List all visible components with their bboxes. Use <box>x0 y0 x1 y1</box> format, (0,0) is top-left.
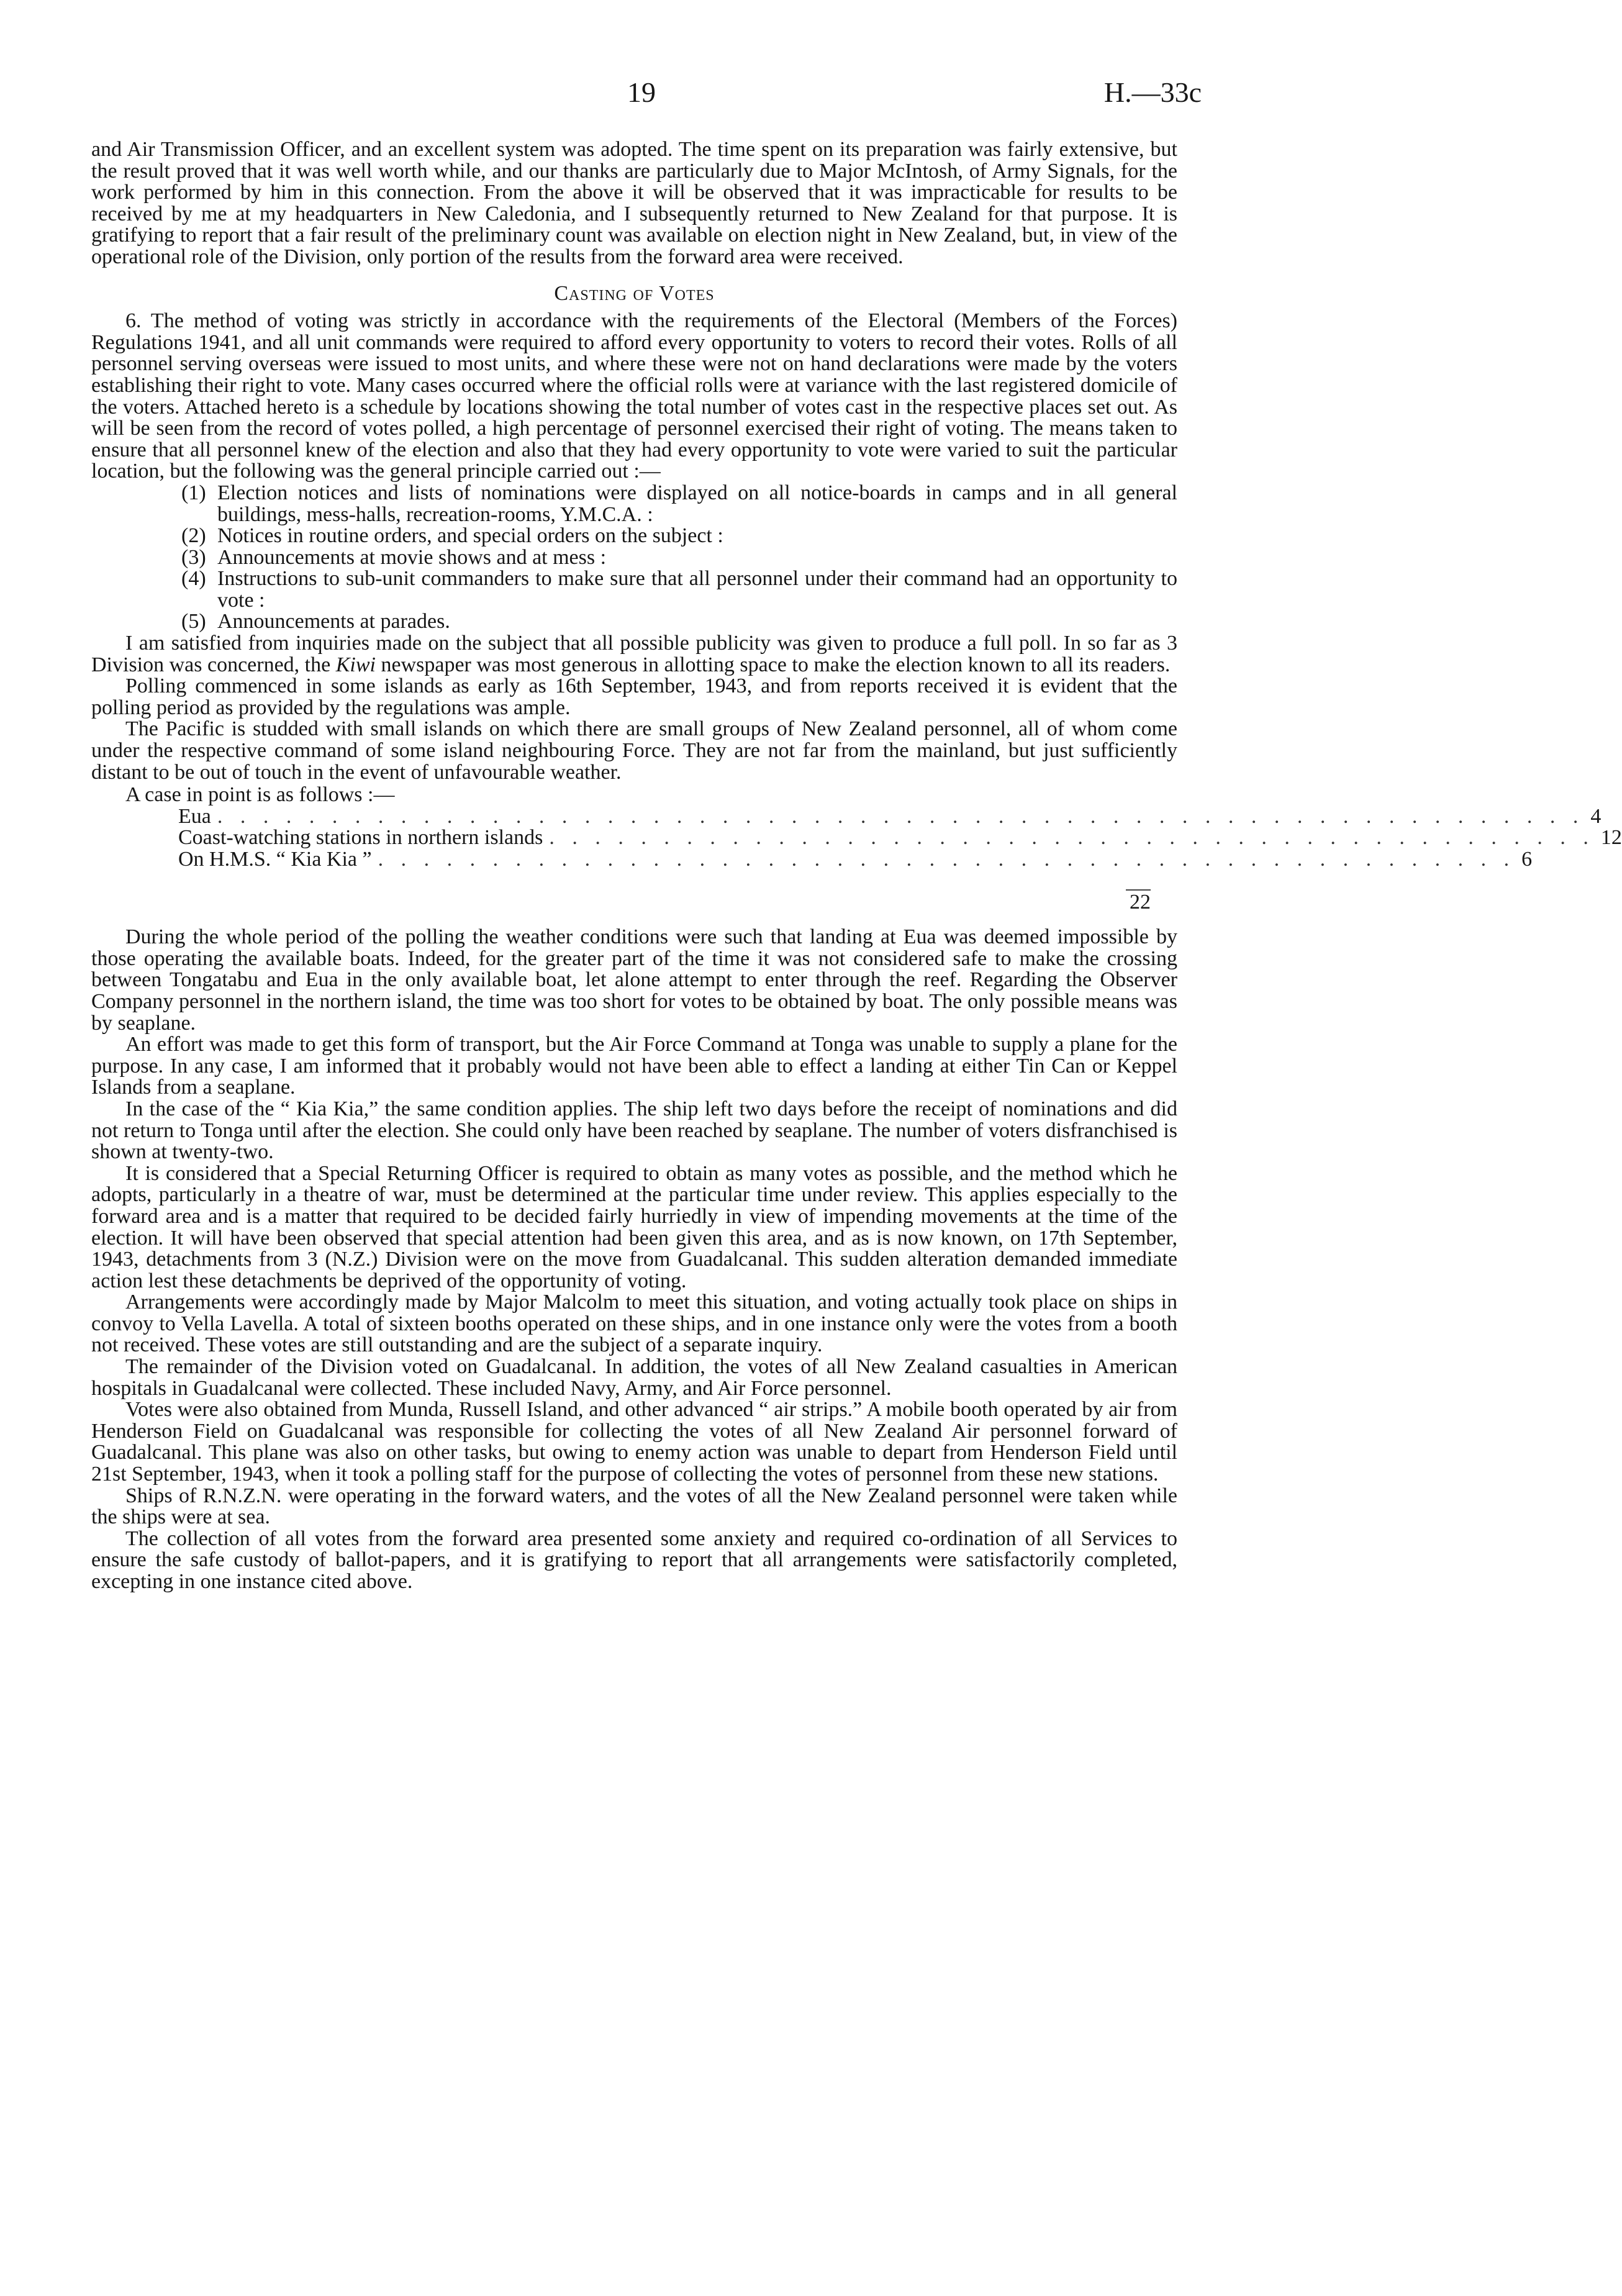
list-item-text: Announcements at movie shows and at mess : <box>217 545 607 569</box>
page-header <box>0 76 1261 119</box>
paragraph-continued: and Air Transmission Officer, and an excellent system was adopted. The time spent on its preparation was fairly extensive, but the result proved that it was well worth while, and our thanks are particularly due to Major McIntosh, of Army Signals, for the work performed by him in this connection. From the above it will be observed that it was impracticable for results to be received by me at my headquarters in New Caledonia, and I subsequently returned to New Zealand for that purpose. It is gratifying to report that a fair result of the preliminary count was available on election night in New Zealand, but, in view of the operational role of the Division, only portion of the results from the forward area were received. <box>91 138 1177 268</box>
list-item-number: (4) <box>181 567 206 591</box>
list-item-text: Announcements at parades. <box>217 610 450 633</box>
tally-label: Coast-watching stations in northern islands <box>178 826 543 850</box>
tally-label: On H.M.S. “ Kia Kia ” <box>178 848 372 871</box>
kiwi-text-before: I am satisfied from inquiries made on the subject that all possible publicity was given to produce a full poll. In so far as 3 Division was concerned, the <box>91 632 1177 676</box>
tally-total: 22 <box>1130 890 1151 914</box>
page-number: 19 <box>627 76 656 108</box>
list-item <box>181 547 1177 569</box>
list-item-number: (2) <box>181 524 206 548</box>
tally-total-row <box>178 892 1151 914</box>
list-item-text: Notices in routine orders, and special orders on the subject : <box>217 524 723 548</box>
section-heading: Casting of Votes <box>554 281 715 305</box>
list-item-text: Instructions to sub-unit commanders to make sure that all personnel under their command had an opportunity to vote : <box>217 567 1177 612</box>
tally-value: 4 <box>1590 804 1602 828</box>
tally-label: Eua <box>178 804 211 828</box>
paragraph: An effort was made to get this form of transport, but the Air Force Command at Tonga was unable to supply a plane for the purpose. In any case, I am informed that it probably would not have been able to effect a landing at either Tin Can or Keppel Islands from a seaplane. <box>91 1033 1177 1099</box>
list-item <box>181 611 1177 633</box>
tally-row <box>178 826 1622 850</box>
paragraph: During the whole period of the polling the weather conditions were such that landing at Eua was deemed impossible by those operating the available boats. Indeed, for the greater part of the time it was not considered safe to make the crossing between Tongatabu and Eua in the only available boat, let alone attempt to enter through the reef. Regarding the Observer Company personnel in the northern island, the time was too short for votes to be obtained by boat. The only possible means was by seaplane. <box>91 925 1177 1035</box>
list-item-number: (1) <box>181 481 206 504</box>
leader-dots: . . . . . . . . . . . . . . . . . . . . . . . . . . . . . . . . . . . . . . . . . . . . . . . . . . . . . . . . . . . . <box>217 804 1585 828</box>
paragraph-kiwi <box>91 633 1177 676</box>
list-item-text: Election notices and lists of nominations were displayed on all notice-boards in camps and in all general buildings, mess-halls, recreation-rooms, Y.M.C.A. : <box>217 481 1177 526</box>
list-item <box>181 568 1177 611</box>
tally-value: 12 <box>1600 826 1622 850</box>
body-text <box>91 138 1622 1593</box>
list-item-number: (5) <box>181 610 206 633</box>
leader-dots: . . . . . . . . . . . . . . . . . . . . . . . . . . . . . . . . . . . . . . . . . . . . . . <box>549 826 1595 850</box>
tally-row <box>178 804 1602 828</box>
disfranchised-tally <box>178 804 1622 914</box>
paragraph: Polling commenced in some islands as early as 16th September, 1943, and from reports received it is evident that the polling period as provided by the regulations was ample. <box>91 674 1177 719</box>
paragraph: Arrangements were accordingly made by Major Malcolm to meet this situation, and voting actually took place on ships in convoy to Vella Lavella. A total of sixteen booths operated on these ships, and in one instance only were the votes from a booth not received. These votes are still outstanding and are the subject of a separate inquiry. <box>91 1291 1177 1357</box>
paragraph: Ships of R.N.Z.N. were operating in the forward waters, and the votes of all the New Zealand personnel were taken while the ships were at sea. <box>91 1484 1177 1529</box>
paragraph: The collection of all votes from the forward area presented some anxiety and required co-ordination of all Services to ensure the safe custody of ballot-papers, and it is gratifying to report that all arrangements were satisfactorily completed, excepting in one instance cited above. <box>91 1527 1177 1593</box>
case-intro: A case in point is as follows :— <box>125 783 395 807</box>
paragraph: Votes were also obtained from Munda, Russell Island, and other advanced “ air strips.” A mobile booth operated by air from Henderson Field on Guadalcanal was responsible for collecting the votes of all New Zealand Air personnel forward of Guadalcanal. This plane was also on other tasks, but owing to enemy action was unable to depart from Henderson Field until 21st September, 1943, when it took a polling staff for the purpose of collecting the votes of personnel from these new stations. <box>91 1398 1177 1486</box>
leader-dots: . . . . . . . . . . . . . . . . . . . . . . . . . . . . . . . . . . . . . . . . . . . . . . . . . . <box>378 848 1516 871</box>
list-item <box>181 525 1177 547</box>
list-item <box>181 483 1177 525</box>
paragraph-6: 6. The method of voting was strictly in accordance with the requirements of the Electoral (Members of the Forces) Regulations 1941, and all unit commands were required to afford every opportunity to voters to record their votes. Rolls of all personnel serving overseas were issued to most units, and where these were not on hand declarations were made by the voters establishing their right to vote. Many cases occurred where the official rolls were at variance with the last registered domicile of the voters. Attached hereto is a schedule by locations showing the total number of votes cast in the respective places set out. As will be seen from the record of votes polled, a high percentage of personnel exercised their right of voting. The means taken to ensure that all personnel knew of the election and also that they had every opportunity to vote were varied to suit the particular location, but the following was the general principle carried out :— <box>91 309 1177 483</box>
tally-value: 6 <box>1521 848 1533 871</box>
list-item-number: (3) <box>181 545 206 569</box>
kiwi-newspaper-title: Kiwi <box>335 653 376 676</box>
document-reference: H.—33c <box>1103 76 1202 108</box>
paragraph: The Pacific is studded with small islands on which there are small groups of New Zealand personnel, all of whom come under the respective command of some island neighbouring Force. They are not far from the mainland, but just sufficiently distant to be out of touch in the event of unfavourable weather. <box>91 717 1177 784</box>
tally-row <box>178 848 1533 871</box>
kiwi-text-after: newspaper was most generous in allotting space to make the election known to all its readers. <box>375 653 1171 676</box>
paragraph: In the case of the “ Kia Kia,” the same condition applies. The ship left two days before the receipt of nominations and did not return to Tonga until after the election. She could only have been reached by seaplane. The number of voters disfranchised is shown at twenty-two. <box>91 1097 1177 1164</box>
paragraph: It is considered that a Special Returning Officer is required to obtain as many votes as possible, and the method which he adopts, particularly in a theatre of war, must be determined at the particular time under review. This applies especially to the forward area and is a matter that required to be decided fairly hurriedly in view of impending movements at the time of the election. It will have been observed that special attention had been given this area, and as is now known, on 17th September, 1943, detachments from 3 (N.Z.) Division were on the move from Guadalcanal. This sudden alteration demanded immediate action lest these detachments be deprived of the opportunity of voting. <box>91 1161 1177 1292</box>
publicity-list <box>91 483 1177 633</box>
paragraph: The remainder of the Division voted on Guadalcanal. In addition, the votes of all New Zealand casualties in American hospitals in Guadalcanal were collected. These included Navy, Army, and Air Force personnel. <box>91 1355 1177 1400</box>
